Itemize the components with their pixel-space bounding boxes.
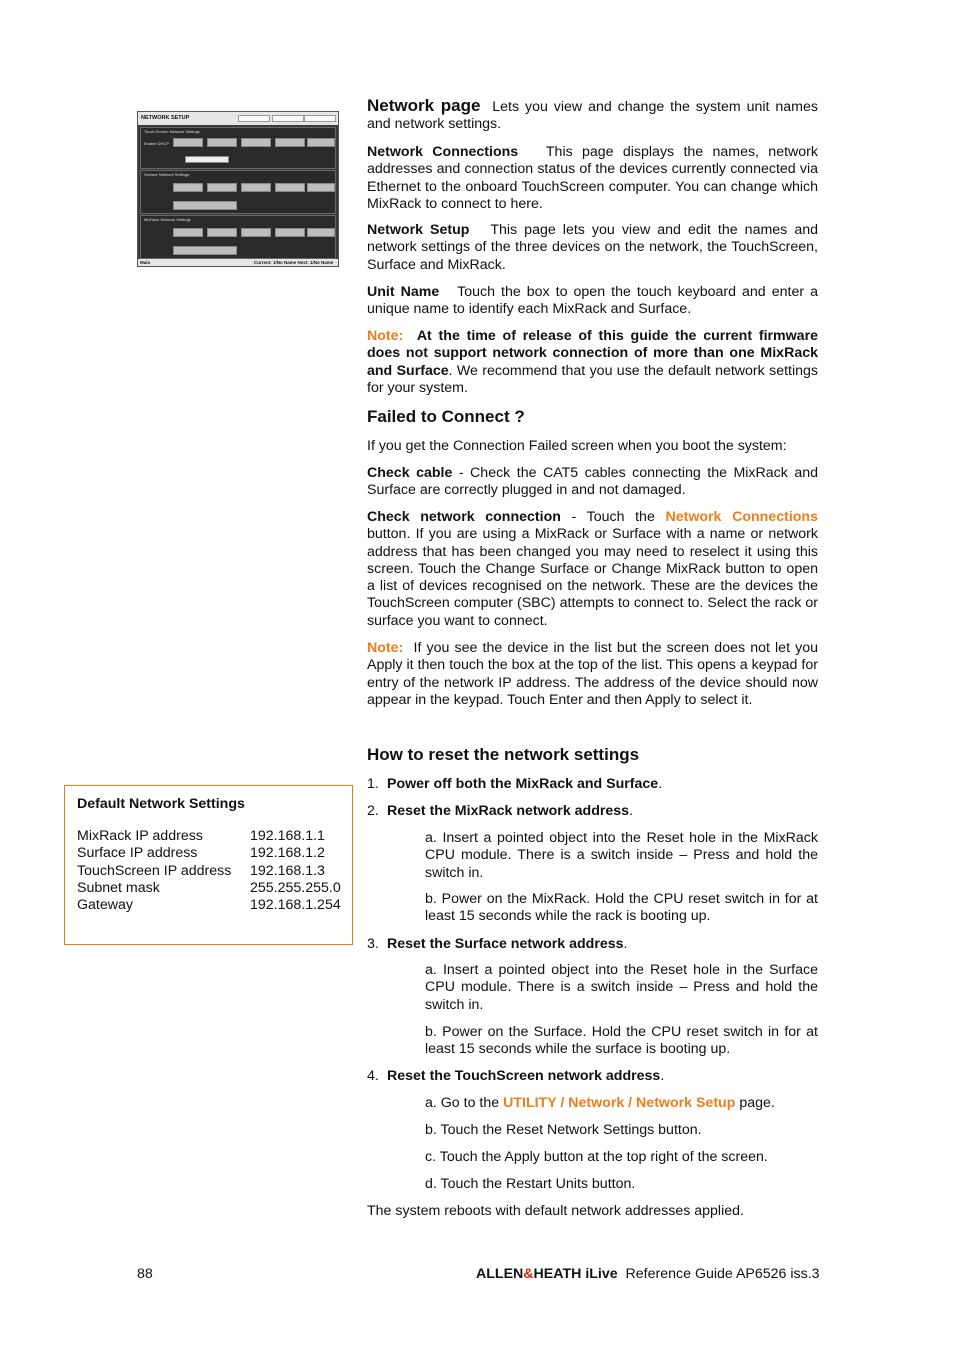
note-apply-paragraph	[367, 640, 818, 709]
unit-name-paragraph	[367, 284, 818, 319]
screenshot-field	[275, 228, 305, 237]
network-setup-paragraph	[367, 222, 818, 274]
brand-allen: ALLEN	[476, 1266, 524, 1282]
screenshot-field	[307, 228, 335, 237]
screenshot-reset-button	[185, 156, 229, 163]
network-page-paragraph	[367, 97, 818, 134]
screenshot-field	[307, 138, 335, 147]
page-number: 88	[137, 1266, 153, 1282]
screenshot-field	[275, 138, 305, 147]
unit-name-body: Touch the box to open the touch keyboard and enter a unique name to identify each MixRack and Surface.	[367, 284, 818, 318]
check-cable-body: - Check the CAT5 cables connecting the MixRack and Surface are correctly plugged in and not damaged.	[367, 465, 819, 499]
step-text: Reset the Surface network address	[387, 936, 624, 952]
step-number: 3.	[367, 936, 379, 952]
step-3: 3. Reset the Surface network address.	[367, 936, 628, 952]
defaults-label: MixRack IP address	[77, 828, 203, 844]
check-network-body: button. If you are using a MixRack or Surface with a name or network address that has been changed you may need to reselect it using this screen. Touch the Change Surface or Change MixRack button to open a list of devices recognised on the network. These are the devices the TouchScreen computer (SBC) attempts to connect to. Select the rack or surface you want to connect.	[367, 526, 818, 629]
screenshot-field	[275, 183, 305, 192]
screenshot-field	[173, 183, 203, 192]
utility-network-setup-link[interactable]: UTILITY / Network / Network Setup	[503, 1095, 736, 1111]
screenshot-title: NETWORK SETUP	[141, 115, 190, 121]
check-network-title: Check network connection	[367, 509, 561, 525]
status-left: Main	[140, 260, 151, 265]
screenshot-status-bar	[138, 259, 338, 266]
defaults-row	[77, 880, 347, 896]
step-number: 2.	[367, 803, 379, 819]
screenshot-field	[241, 138, 271, 147]
defaults-value: 192.168.1.1	[250, 828, 325, 844]
step-4a-post: page.	[735, 1095, 775, 1111]
defaults-value: 192.168.1.254	[250, 897, 341, 913]
check-network-pre: - Touch the	[560, 509, 666, 525]
network-setup-body: This page lets you view and edit the names and network settings of the three devices on the network, the TouchScreen, Surface and MixRack.	[367, 222, 818, 273]
failed-intro: If you get the Connection Failed screen when you boot the system:	[367, 438, 787, 454]
defaults-row	[77, 863, 347, 879]
defaults-title: Default Network Settings	[77, 796, 245, 812]
step-3b: b. Power on the Surface. Hold the CPU reset switch in for at least 15 seconds while the surface is booting up.	[425, 1024, 818, 1058]
check-cable-title: Check cable	[367, 465, 453, 481]
defaults-value: 255.255.255.0	[250, 880, 341, 896]
step-text: Power off both the MixRack and Surface	[387, 776, 659, 792]
check-network-paragraph	[367, 509, 818, 630]
defaults-row	[77, 845, 347, 861]
step-number: 1.	[367, 776, 379, 792]
screenshot-field	[241, 228, 271, 237]
defaults-value: 192.168.1.3	[250, 863, 325, 879]
step-4a	[425, 1095, 818, 1112]
step-1: 1. Power off both the MixRack and Surface.	[367, 776, 663, 792]
screenshot-return-button	[304, 115, 336, 122]
defaults-label: Subnet mask	[77, 880, 160, 896]
brand-product: iLive	[581, 1266, 618, 1282]
step-number: 4.	[367, 1068, 379, 1084]
screenshot-apply-button	[238, 115, 270, 122]
step-text: Reset the MixRack network address	[387, 803, 630, 819]
step-4b: b. Touch the Reset Network Settings button.	[425, 1122, 702, 1138]
screenshot-touchscreen-section	[140, 127, 336, 169]
note-firmware-paragraph	[367, 328, 818, 397]
screenshot-field	[307, 183, 335, 192]
network-page-body: Lets you view and change the system unit names and network settings.	[367, 99, 818, 133]
failed-to-connect-heading: Failed to Connect ?	[367, 407, 525, 426]
screenshot-cancel-button	[272, 115, 304, 122]
network-setup-screenshot	[137, 111, 339, 267]
screenshot-field	[173, 138, 203, 147]
screenshot-title-bar	[138, 112, 338, 125]
step-2b: b. Power on the MixRack. Hold the CPU reset switch in for at least 15 seconds while the rack is booting up.	[425, 891, 818, 925]
screenshot-unit-name-field	[173, 201, 237, 210]
defaults-row	[77, 897, 347, 913]
unit-name-title: Unit Name	[367, 284, 440, 300]
note-label: Note:	[367, 328, 404, 344]
dhcp-label: Enable DHCP	[144, 141, 169, 146]
screenshot-field	[173, 228, 203, 237]
reset-heading: How to reset the network settings	[367, 745, 640, 764]
defaults-label: Gateway	[77, 897, 133, 913]
step-text: Reset the TouchScreen network address	[387, 1068, 661, 1084]
network-connections-title: Network Connections	[367, 144, 519, 160]
screenshot-surface-section	[140, 170, 336, 214]
step-3a: a. Insert a pointed object into the Reset hole in the Surface CPU module. There is a switch inside – Press and hold the switch in.	[425, 962, 818, 1013]
screenshot-field	[241, 183, 271, 192]
footer-brand	[476, 1266, 820, 1282]
network-connections-paragraph	[367, 144, 818, 213]
brand-heath: HEATH	[533, 1266, 582, 1282]
screenshot-field	[207, 138, 237, 147]
defaults-row	[77, 828, 347, 844]
step-2: 2. Reset the MixRack network address.	[367, 803, 634, 819]
screenshot-unit-name-field	[173, 246, 237, 255]
closing-text: The system reboots with default network addresses applied.	[367, 1203, 744, 1219]
step-4: 4. Reset the TouchScreen network address.	[367, 1068, 665, 1084]
guide-title: Reference Guide AP6526 iss.3	[625, 1266, 820, 1282]
section-label: Touch Screen Network Settings	[144, 129, 200, 134]
network-connections-body: This page displays the names, network addresses and connection status of the devices currently connected via Ethernet to the onboard TouchScreen computer. You can change which MixRack to connect to here.	[367, 144, 818, 212]
network-connections-link[interactable]: Network Connections	[665, 509, 818, 525]
step-4c: c. Touch the Apply button at the top right of the screen.	[425, 1149, 768, 1165]
screenshot-field	[207, 228, 237, 237]
brand-ampersand: &	[523, 1266, 534, 1282]
note-apply-body: If you see the device in the list but the screen does not let you Apply it then touch the box at the top of the list. This opens a keypad for entry of the network IP address. The address of the device should now appear in the keypad. Touch Enter and then Apply to select it.	[367, 640, 819, 708]
step-4d: d. Touch the Restart Units button.	[425, 1176, 636, 1192]
note-bold-text: At the time of release of this guide the current firmware does not support network connection of more than one MixRack and Surface	[367, 328, 818, 379]
network-setup-title: Network Setup	[367, 222, 470, 238]
defaults-label: Surface IP address	[77, 845, 198, 861]
note-rest-text: . We recommend that you use the default network settings for your system.	[367, 362, 818, 396]
status-right: Current: 1/No Name Next: 1/No Name	[254, 260, 334, 265]
network-page-title: Network page	[367, 96, 481, 115]
section-label: Surface Network Settings	[144, 172, 190, 177]
step-2a: a. Insert a pointed object into the Reset hole in the MixRack CPU module. There is a switch inside – Press and hold the switch in.	[425, 830, 818, 881]
note-label: Note:	[367, 640, 404, 656]
defaults-value: 192.168.1.2	[250, 845, 325, 861]
check-cable-paragraph	[367, 465, 818, 500]
section-label: MixRack Network Settings	[144, 217, 191, 222]
defaults-label: TouchScreen IP address	[77, 863, 232, 879]
screenshot-mixrack-section	[140, 215, 336, 259]
step-4a-pre: a. Go to the	[425, 1095, 504, 1111]
default-network-settings-box	[64, 785, 353, 945]
screenshot-field	[207, 183, 237, 192]
